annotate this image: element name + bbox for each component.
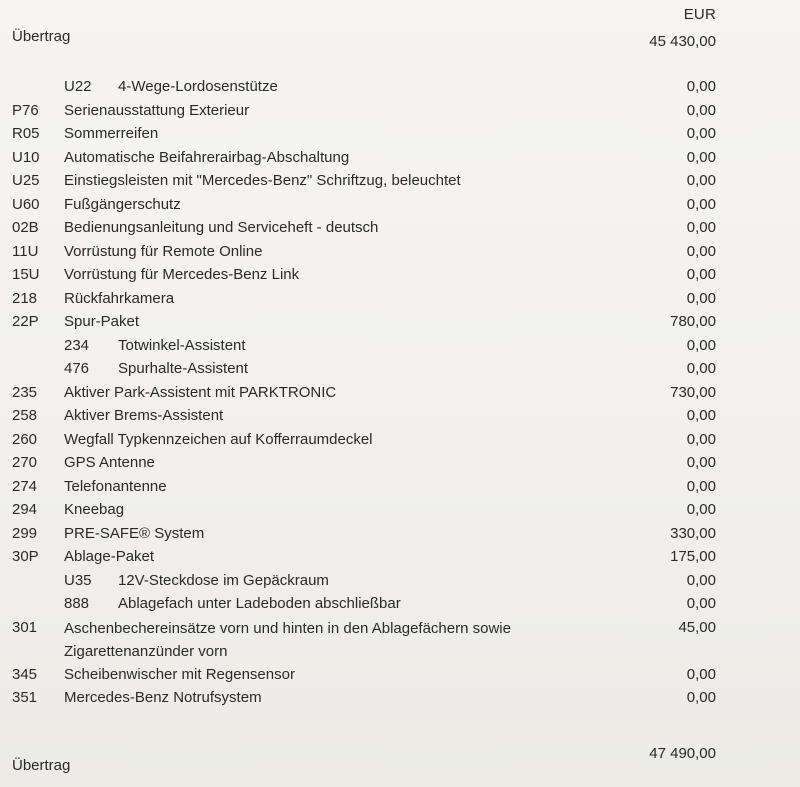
option-description: Ablage-Paket (64, 548, 155, 565)
currency-header: EUR (683, 6, 716, 23)
equipment-row (0, 429, 800, 451)
option-description: Aschenbechereinsätze vorn und hinten in den Ablagefächern sowie Zigarettenanzünder vorn (64, 620, 511, 660)
equipment-row (0, 687, 800, 709)
equipment-row (0, 358, 800, 380)
option-price: 0,00 (686, 454, 716, 471)
equipment-row (0, 546, 800, 568)
option-description: Rückfahrkamera (64, 290, 175, 307)
option-price: 0,00 (686, 360, 716, 377)
option-price: 0,00 (686, 102, 716, 119)
option-price: 0,00 (686, 407, 716, 424)
option-price: 730,00 (670, 384, 716, 401)
option-code: U22 (64, 78, 92, 95)
option-description: Aktiver Park-Assistent mit PARKTRONIC (64, 384, 337, 401)
equipment-row (0, 311, 800, 333)
option-price: 0,00 (686, 595, 716, 612)
equipment-row (0, 499, 800, 521)
option-price: 0,00 (686, 266, 716, 283)
equipment-row (0, 570, 800, 592)
equipment-row (0, 664, 800, 686)
option-code: P76 (12, 102, 39, 119)
option-description: Wegfall Typkennzeichen auf Kofferraumdeckel (64, 431, 373, 448)
equipment-row (0, 147, 800, 169)
option-description: Vorrüstung für Mercedes-Benz Link (64, 266, 300, 283)
option-description: Einstiegsleisten mit "Mercedes-Benz" Schriftzug, beleuchtet (64, 172, 461, 189)
option-description: Totwinkel-Assistent (118, 337, 246, 354)
option-description: 4-Wege-Lordosenstütze (118, 78, 278, 95)
carry-over-label-bottom: Übertrag (12, 757, 71, 774)
option-code: 218 (12, 290, 38, 307)
option-description: Scheibenwischer mit Regensensor (64, 666, 295, 683)
option-code: 260 (12, 431, 38, 448)
equipment-row (0, 476, 800, 498)
equipment-row (0, 123, 800, 145)
option-description: Sommerreifen (64, 125, 159, 142)
option-code: 270 (12, 454, 38, 471)
equipment-row (0, 593, 800, 615)
option-price: 0,00 (686, 337, 716, 354)
option-description: 12V-Steckdose im Gepäckraum (118, 572, 329, 589)
option-description: Ablagefach unter Ladeboden abschließbar (118, 595, 401, 612)
equipment-row (0, 264, 800, 286)
option-description: GPS Antenne (64, 454, 155, 471)
option-price: 0,00 (686, 219, 716, 236)
option-description: Spur-Paket (64, 313, 140, 330)
option-price: 0,00 (686, 501, 716, 518)
equipment-row (0, 452, 800, 474)
equipment-row (0, 241, 800, 263)
option-price: 0,00 (686, 478, 716, 495)
option-description: Bedienungsanleitung und Serviceheft - deutsch (64, 219, 379, 236)
option-code: 15U (12, 266, 40, 283)
option-description: PRE-SAFE® System (64, 525, 205, 542)
equipment-row (0, 76, 800, 98)
option-price: 330,00 (670, 525, 716, 542)
option-price: 175,00 (670, 548, 716, 565)
option-description: Serienausstattung Exterieur (64, 102, 250, 119)
option-price: 0,00 (686, 78, 716, 95)
equipment-row (0, 194, 800, 216)
equipment-row (0, 288, 800, 310)
option-code: 274 (12, 478, 38, 495)
option-price: 0,00 (686, 172, 716, 189)
carry-over-amount-top: 45 430,00 (649, 33, 716, 50)
option-price: 0,00 (686, 431, 716, 448)
option-description: Mercedes-Benz Notrufsystem (64, 689, 262, 706)
option-price: 0,00 (686, 125, 716, 142)
option-price: 0,00 (686, 290, 716, 307)
option-code: U35 (64, 572, 92, 589)
option-code: U60 (12, 196, 40, 213)
equipment-row (0, 335, 800, 357)
option-code: 301 (12, 619, 38, 636)
option-code: 299 (12, 525, 38, 542)
option-code: U25 (12, 172, 40, 189)
option-code: 476 (64, 360, 90, 377)
option-price: 45,00 (678, 619, 716, 636)
option-code: 258 (12, 407, 38, 424)
option-code: R05 (12, 125, 40, 142)
option-price: 0,00 (686, 572, 716, 589)
option-price: 0,00 (686, 196, 716, 213)
option-price: 0,00 (686, 243, 716, 260)
option-description: Aktiver Brems-Assistent (64, 407, 224, 424)
option-description: Kneebag (64, 501, 125, 518)
option-price: 780,00 (670, 313, 716, 330)
option-description: Telefonantenne (64, 478, 167, 495)
option-code: 235 (12, 384, 38, 401)
carry-over-amount-bottom: 47 490,00 (649, 745, 716, 762)
equipment-row (0, 382, 800, 404)
option-code: 888 (64, 595, 90, 612)
equipment-row (0, 617, 800, 661)
option-code: 22P (12, 313, 39, 330)
carry-over-label-top: Übertrag (12, 28, 71, 45)
option-price: 0,00 (686, 689, 716, 706)
option-price: 0,00 (686, 149, 716, 166)
option-code: 30P (12, 548, 39, 565)
option-code: 234 (64, 337, 90, 354)
option-code: 11U (12, 243, 39, 260)
option-description: Fußgängerschutz (64, 196, 181, 213)
option-description: Spurhalte-Assistent (118, 360, 249, 377)
option-description: Vorrüstung für Remote Online (64, 243, 263, 260)
equipment-row (0, 523, 800, 545)
option-code: 294 (12, 501, 38, 518)
option-code: 351 (12, 689, 38, 706)
equipment-row (0, 217, 800, 239)
equipment-row (0, 100, 800, 122)
option-code: 345 (12, 666, 38, 683)
option-description: Automatische Beifahrerairbag-Abschaltung (64, 149, 350, 166)
option-code: 02B (12, 219, 39, 236)
option-price: 0,00 (686, 666, 716, 683)
option-code: U10 (12, 149, 40, 166)
equipment-row (0, 405, 800, 427)
equipment-row (0, 170, 800, 192)
